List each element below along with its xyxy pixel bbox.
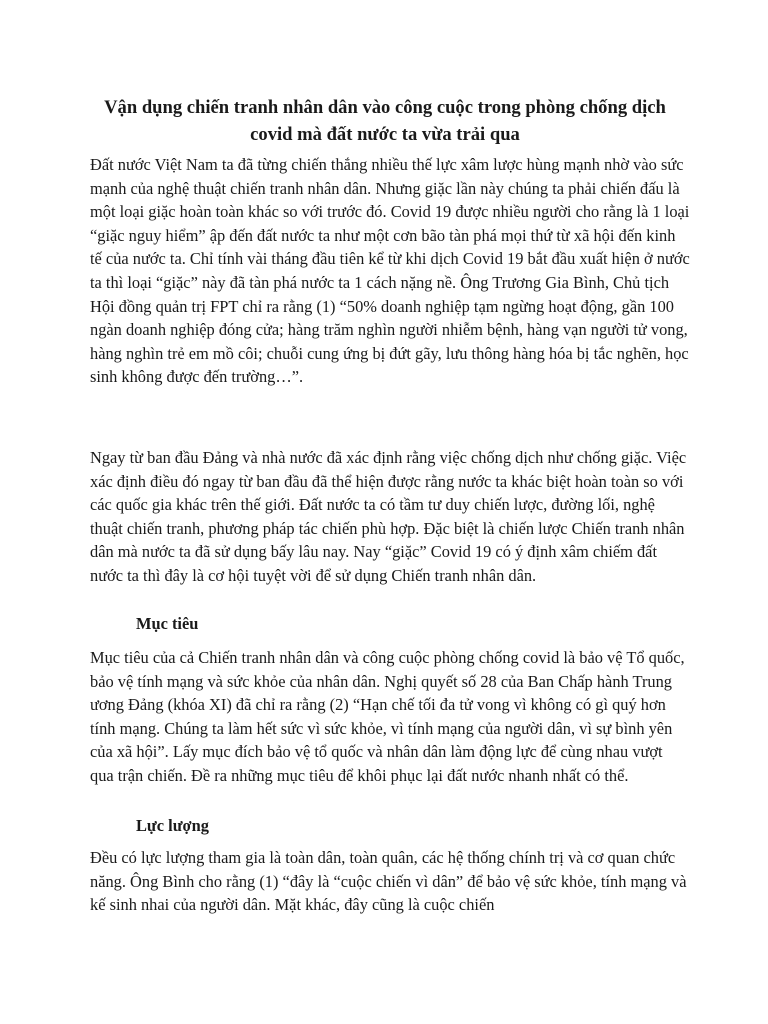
document-title: Vận dụng chiến tranh nhân dân vào công cuộc trong phòng chống dịch covid mà đất nước ta vừa trải qua [104,97,666,145]
paragraph-forces: Đều có lực lượng tham gia là toàn dân, toàn quân, các hệ thống chính trị và cơ quan chức năng. Ông Bình cho rằng (1) “đây là “cuộc chiến vì dân” để bảo vệ sức khỏe, tính mạng và kế sinh nhai của người dân. Mặt khác, đây cũng là cuộc chiến [90,848,687,915]
paragraph-introduction: Đất nước Việt Nam ta đã từng chiến thắng nhiều thế lực xâm lược hùng mạnh nhờ vào sức mạnh của nghệ thuật chiến tranh nhân dân. Nhưng giặc lần này chúng ta phải chiến đấu là một loại giặc hoàn toàn khác so với trước đó. Covid 19 được nhiều người cho rằng là 1 loại “giặc nguy hiểm” ập đến đất nước ta như một cơn bão tàn phá mọi thứ từ xã hội đến kinh tế của nước ta. Chỉ tính vài tháng đầu tiên kể từ khi dịch Covid 19 bắt đầu xuất hiện ở nước ta thì loại “giặc” này đã tàn phá nước ta 1 cách nặng nề. Ông Trương Gia Bình, Chủ tịch Hội đồng quản trị FPT chỉ ra rằng (1) “50% doanh nghiệp tạm ngừng hoạt động, gần 100 ngàn doanh nghiệp đóng cửa; hàng trăm nghìn người nhiễm bệnh, hàng vạn người tử vong, hàng nghìn trẻ em mồ côi; chuỗi cung ứng bị đứt gãy, lưu thông hàng hóa bị tắc nghẽn, học sinh không được đến trường…”. [90,155,690,387]
paragraph-party-strategy: Ngay từ ban đầu Đảng và nhà nước đã xác định rằng việc chống dịch như chống giặc. Việc xác định điều đó ngay từ ban đầu đã thể hiện được rằng nước ta khác biệt hoàn toàn so với các quốc gia khác trên thế giới. Đất nước ta có tầm tư duy chiến lược, đường lối, nghệ thuật chiến tranh, phương pháp tác chiến phù hợp. Đặc biệt là chiến lược Chiến tranh nhân dân mà nước ta đã sử dụng bấy lâu nay. Nay “giặc” Covid 19 có ý định xâm chiếm đất nước ta thì đây là cơ hội tuyệt vời để sử dụng Chiến tranh nhân dân. [90,448,687,585]
section-heading-forces: Lực lượng [136,816,209,835]
section-heading-objectives: Mục tiêu [136,614,199,633]
paragraph-objectives: Mục tiêu của cả Chiến tranh nhân dân và công cuộc phòng chống covid là bảo vệ Tổ quốc, bảo vệ tính mạng và sức khỏe của nhân dân. Nghị quyết số 28 của Ban Chấp hành Trung ương Đảng (khóa XI) đã chỉ ra rằng (2) “Hạn chế tối đa tử vong vì không có gì quý hơn tính mạng. Chúng ta làm hết sức vì sức khỏe, vì tính mạng của người dân, vì sự bình yên của xã hội”. Lấy mục đích bảo vệ tổ quốc và nhân dân làm động lực để cùng nhau vượt qua trận chiến. Đề ra những mục tiêu để khôi phục lại đất nước nhanh nhất có thể. [90,648,685,785]
